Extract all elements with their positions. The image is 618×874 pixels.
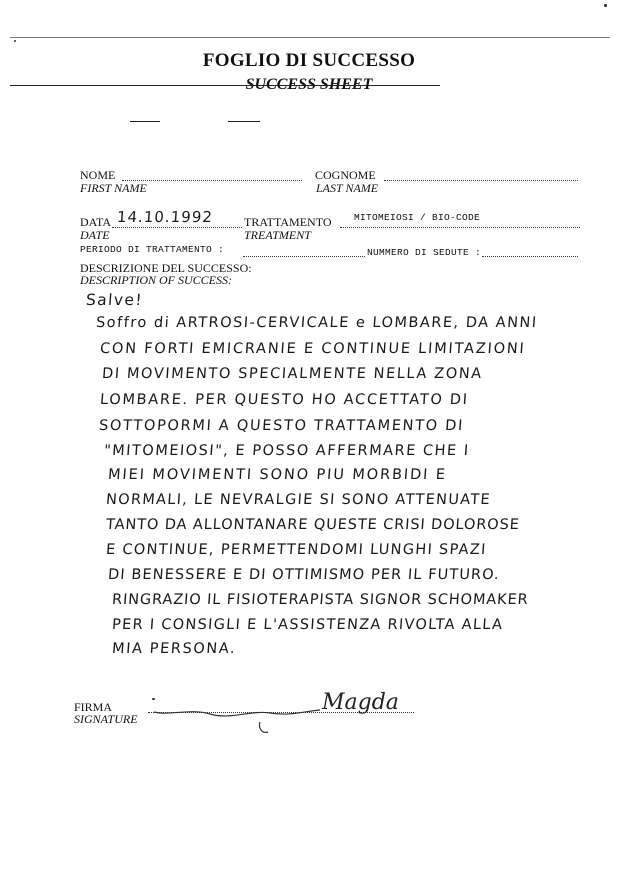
data-label: DATA <box>80 215 112 229</box>
trattamento-label: TRATTAMENTO <box>244 215 332 229</box>
data-line <box>112 227 242 228</box>
page-subtitle: SUCCESS SHEET <box>245 76 373 93</box>
signature-name: Magda <box>322 690 399 715</box>
firma-label: FIRMA <box>74 700 113 714</box>
top-scan-line <box>10 37 610 38</box>
first-name-label: FIRST NAME <box>80 181 147 195</box>
date-value: 14.10.1992 <box>116 208 214 226</box>
periodo-label: PERIODO DI TRATTAMENTO : <box>80 244 225 255</box>
nome-line <box>122 180 302 181</box>
testimonial-line: RINGRAZIO IL FISIOTERAPISTA SIGNOR SCHOMAKER <box>111 592 530 608</box>
trattamento-line <box>340 227 580 228</box>
testimonial-line: Salve! <box>85 291 144 309</box>
testimonial-line: MIEI MOVIMENTI SONO PIU MORBIDI E <box>107 467 448 483</box>
nome-label: NOME <box>80 168 116 182</box>
testimonial-line: SOTTOPORMI A QUESTO TRATTAMENTO DI <box>98 418 465 434</box>
scan-speck <box>152 698 155 700</box>
trattamento-value: MITOMEIOSI / BIO-CODE <box>354 212 481 223</box>
date-label: DATE <box>80 228 110 242</box>
testimonial-line: TANTO DA ALLONTANARE QUESTE CRISI DOLOROSE <box>105 517 521 533</box>
testimonial-line: DI MOVIMENTO SPECIALMENTE NELLA ZONA <box>101 366 484 382</box>
signature-label: SIGNATURE <box>74 712 138 726</box>
scan-speck <box>14 40 16 42</box>
testimonial-line: LOMBARE. PER QUESTO HO ACCETTATO DI <box>99 392 470 408</box>
testimonial-line: "MITOMEIOSI", E POSSO AFFERMARE CHE I <box>103 443 471 459</box>
last-name-label: LAST NAME <box>316 181 379 195</box>
testimonial-line: PER I CONSIGLI E L'ASSISTENZA RIVOLTA ALLA <box>111 617 504 633</box>
scan-speck <box>604 4 607 7</box>
periodo-line <box>243 256 365 257</box>
short-rule-right <box>228 121 260 122</box>
testimonial-line: MIA PERSONA. <box>111 641 237 657</box>
testimonial-line: DI BENESSERE E DI OTTIMISMO PER IL FUTURO. <box>107 567 501 583</box>
header-rule <box>10 85 440 86</box>
short-rule-left <box>130 121 160 122</box>
descrizione-label: DESCRIZIONE DEL SUCCESSO: <box>80 261 252 275</box>
testimonial-line: Soffro di ARTROSI-CERVICALE e LOMBARE, DA ANNI <box>95 315 539 331</box>
treatment-label: TREATMENT <box>244 228 311 242</box>
testimonial-line: E CONTINUE, PERMETTENDOMI LUNGHI SPAZI <box>105 542 488 558</box>
numero-sedute-label: NUMMERO DI SEDUTE : <box>367 247 482 258</box>
testimonial-line: NORMALI, LE NEVRALGIE SI SONO ATTENUATE <box>105 492 492 508</box>
description-label: DESCRIPTION OF SUCCESS: <box>80 273 232 287</box>
testimonial-line: CON FORTI EMICRANIE E CONTINUE LIMITAZIONI <box>99 341 527 357</box>
cognome-label: COGNOME <box>315 168 376 182</box>
sedute-line <box>482 256 578 257</box>
signature-scribble-icon <box>150 698 330 738</box>
page-title: FOGLIO DI SUCCESSO <box>202 50 416 71</box>
cognome-line <box>384 180 578 181</box>
